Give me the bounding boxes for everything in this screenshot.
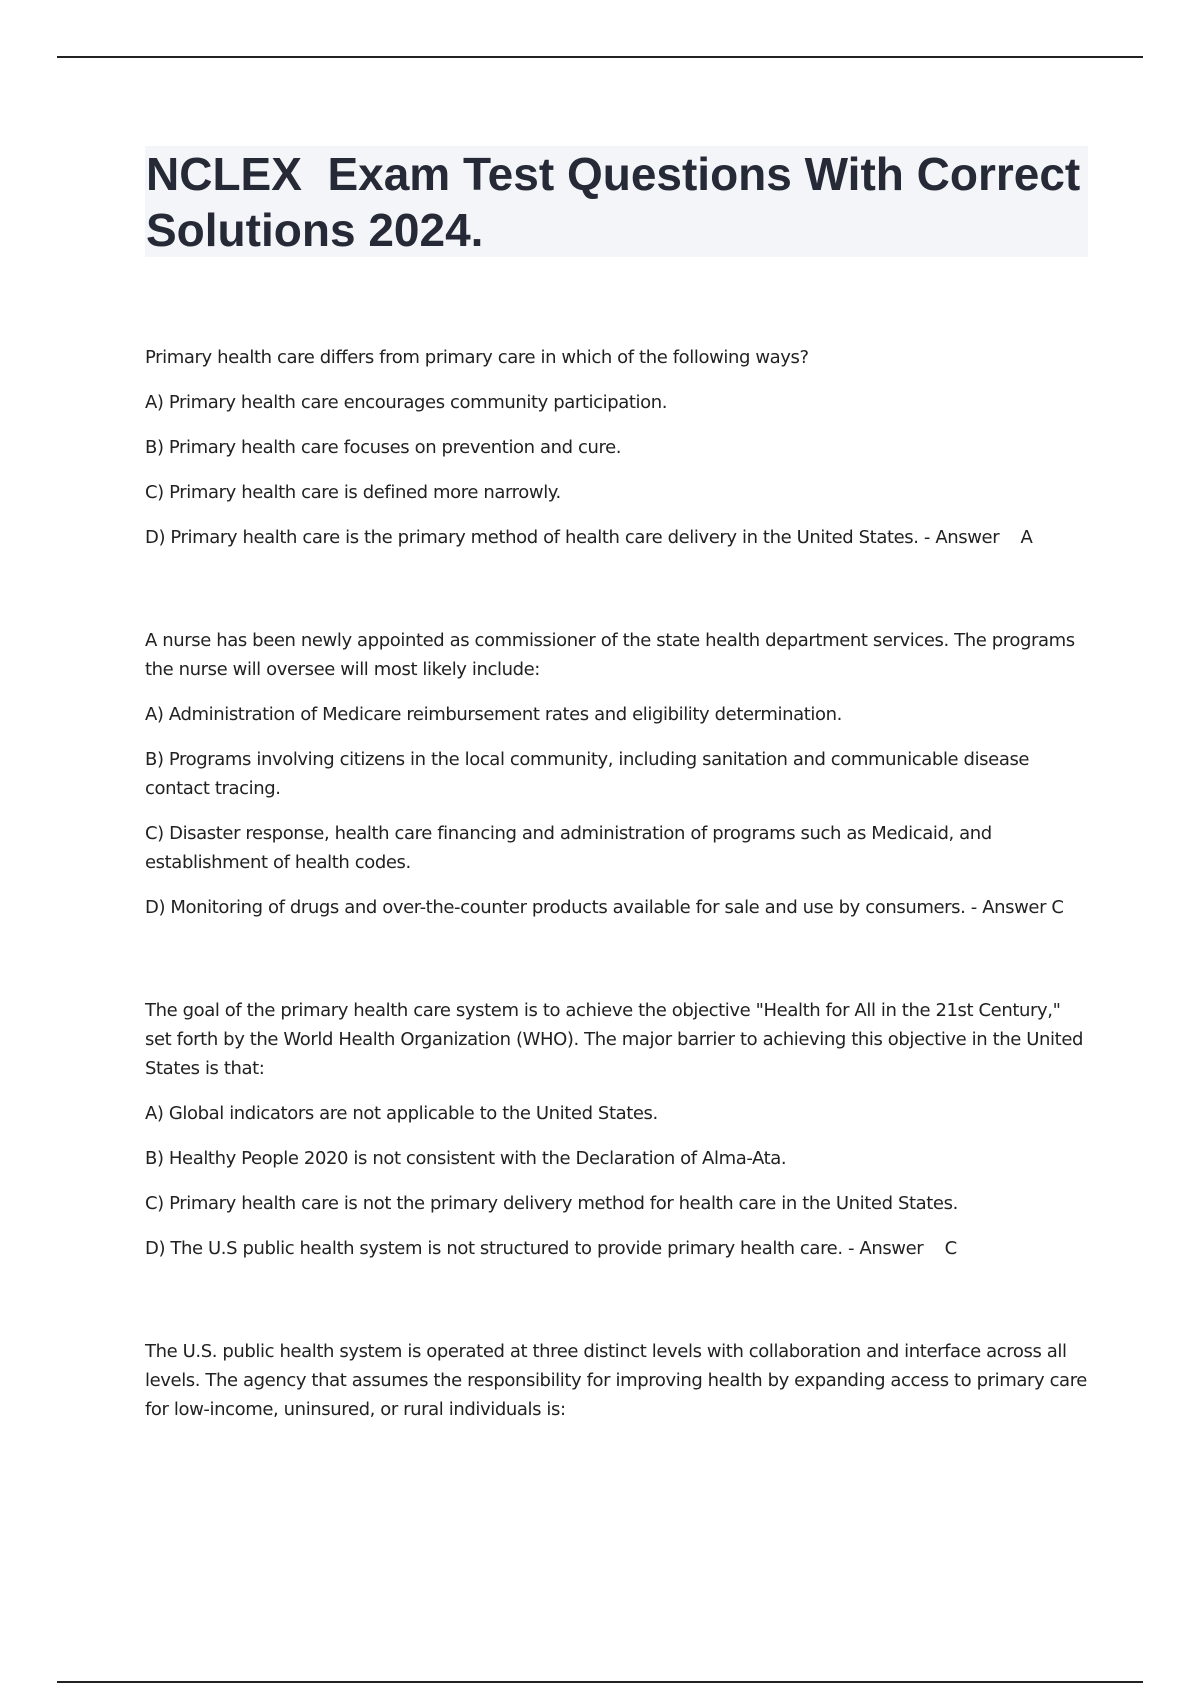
option-d-with-answer: D) The U.S public health system is not structured to provide primary health care. - Answer C <box>145 1238 957 1259</box>
question-stem: Primary health care differs from primary care in which of the following ways? <box>145 347 809 368</box>
title-banner <box>145 146 1094 257</box>
option-d-with-answer: D) Monitoring of drugs and over-the-counter products available for sale and use by consumers. - Answer C <box>145 897 1064 918</box>
option-c: C) Primary health care is defined more narrowly. <box>145 482 561 503</box>
question-stem: The U.S. public health system is operated at three distinct levels with collaboration and interface across all levels. The agency that assumes the responsibility for improving health by expanding access to primary care for low-income, uninsured, or rural individuals is: <box>145 1341 1087 1420</box>
question-spacer <box>145 1279 1090 1337</box>
option-c: C) Primary health care is not the primary delivery method for health care in the United States. <box>145 1193 958 1214</box>
document-title: NCLEX Exam Test Questions With Correct Solutions 2024. <box>146 148 1094 256</box>
option-a: A) Global indicators are not applicable to the United States. <box>145 1103 658 1124</box>
option-a: A) Primary health care encourages community participation. <box>145 392 668 413</box>
option-d-with-answer: D) Primary health care is the primary method of health care delivery in the United States. - Answer A <box>145 527 1033 548</box>
option-c: C) Disaster response, health care financing and administration of programs such as Medicaid, and establishment of health codes. <box>145 823 992 873</box>
question-list <box>145 343 1090 1440</box>
question-4 <box>145 1337 1090 1424</box>
option-a: A) Administration of Medicare reimbursement rates and eligibility determination. <box>145 704 842 725</box>
question-spacer <box>145 568 1090 626</box>
option-b: B) Healthy People 2020 is not consistent with the Declaration of Alma-Ata. <box>145 1148 787 1169</box>
footer-divider <box>57 1681 1143 1683</box>
question-stem: A nurse has been newly appointed as commissioner of the state health department services. The programs the nurse will oversee will most likely include: <box>145 630 1075 680</box>
header-divider <box>57 56 1143 58</box>
option-b: B) Primary health care focuses on prevention and cure. <box>145 437 622 458</box>
question-2 <box>145 626 1090 922</box>
question-3 <box>145 996 1090 1263</box>
question-spacer <box>145 938 1090 996</box>
question-stem: The goal of the primary health care system is to achieve the objective "Health for All in the 21st Century," set forth by the World Health Organization (WHO). The major barrier to achieving this objective in the United States is that: <box>145 1000 1084 1079</box>
question-1 <box>145 343 1090 552</box>
option-b: B) Programs involving citizens in the local community, including sanitation and communicable disease contact tracing. <box>145 749 1030 799</box>
